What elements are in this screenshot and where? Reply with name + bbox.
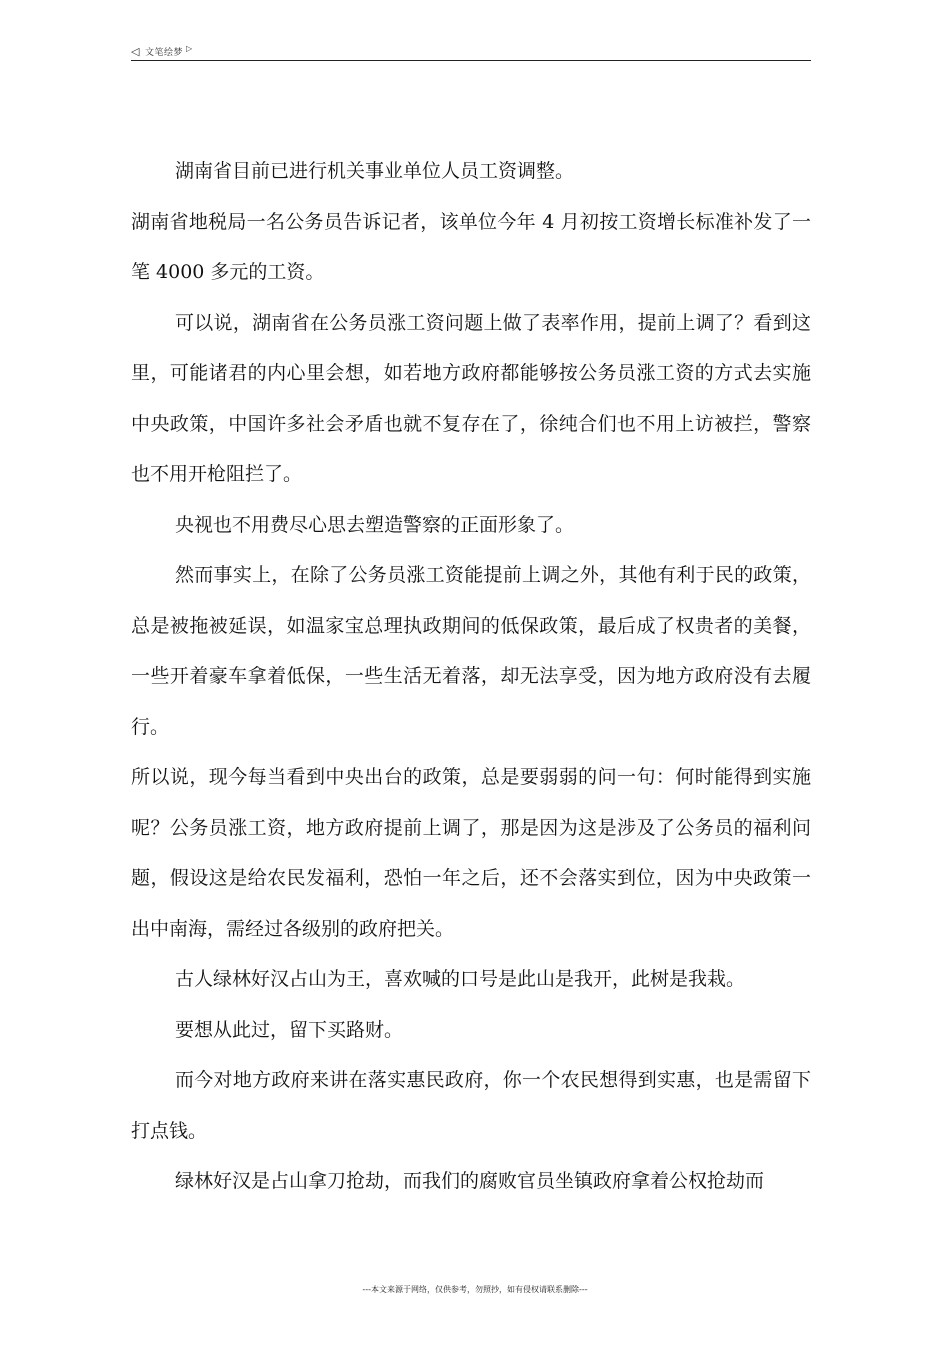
paragraph: 然而事实上，在除了公务员涨工资能提前上调之外，其他有利于民的政策，总是被拖被延误，如温家宝总理执政期间的低保政策，最后成了权贵者的美餐，一些开着豪车拿着低保，一些生活无着落，却无法享受，因为地方政府没有去履行。 <box>131 564 811 738</box>
paragraph: 要想从此过，留下买路财。 <box>175 1018 404 1041</box>
paragraph: 古人绿林好汉占山为王，喜欢喊的口号是此山是我开，此树是我栽。 <box>175 968 746 990</box>
paragraph: 湖南省地税局一名公务员告诉记者，该单位今年 4 月初按工资增长标准补发了一笔 4000 多元的工资。 <box>131 210 811 283</box>
paragraph: 央视也不用费尽心思去塑造警察的正面形象了。 <box>175 513 575 536</box>
page-header <box>131 42 811 61</box>
paragraph: 所以说，现今每当看到中央出台的政策，总是要弱弱的问一句：何时能得到实施呢？公务员涨工资，地方政府提前上调了，那是因为这是涉及了公务员的福利问题，假设这是给农民发福利，恐怕一年之后，还不会落实到位，因为中央政策一出中南海，需经过各级别的政府把关。 <box>131 766 811 940</box>
paragraph: 湖南省目前已进行机关事业单位人员工资调整。 <box>175 160 575 182</box>
triangle-right-icon: ▷ <box>186 44 193 53</box>
triangle-left-icon: ◁ <box>131 45 140 58</box>
paragraph: 绿林好汉是占山拿刀抢劫，而我们的腐败官员坐镇政府拿着公权抢劫而 <box>175 1170 765 1192</box>
paragraph: 而今对地方政府来讲在落实惠民政府，你一个农民想得到实惠，也是需留下打点钱。 <box>131 1069 811 1142</box>
article-body <box>131 146 811 1207</box>
page-footer: ---本文来源于网络，仅供参考，勿照抄，如有侵权请联系删除--- <box>362 1285 588 1294</box>
header-title: 文笔绘梦 <box>145 48 184 58</box>
paragraph: 可以说，湖南省在公务员涨工资问题上做了表率作用，提前上调了？看到这里，可能诸君的内心里会想，如若地方政府都能够按公务员涨工资的方式去实施中央政策，中国许多社会矛盾也就不复存在了，徐纯合们也不用上访被拦，警察也不用开枪阻拦了。 <box>131 311 811 485</box>
